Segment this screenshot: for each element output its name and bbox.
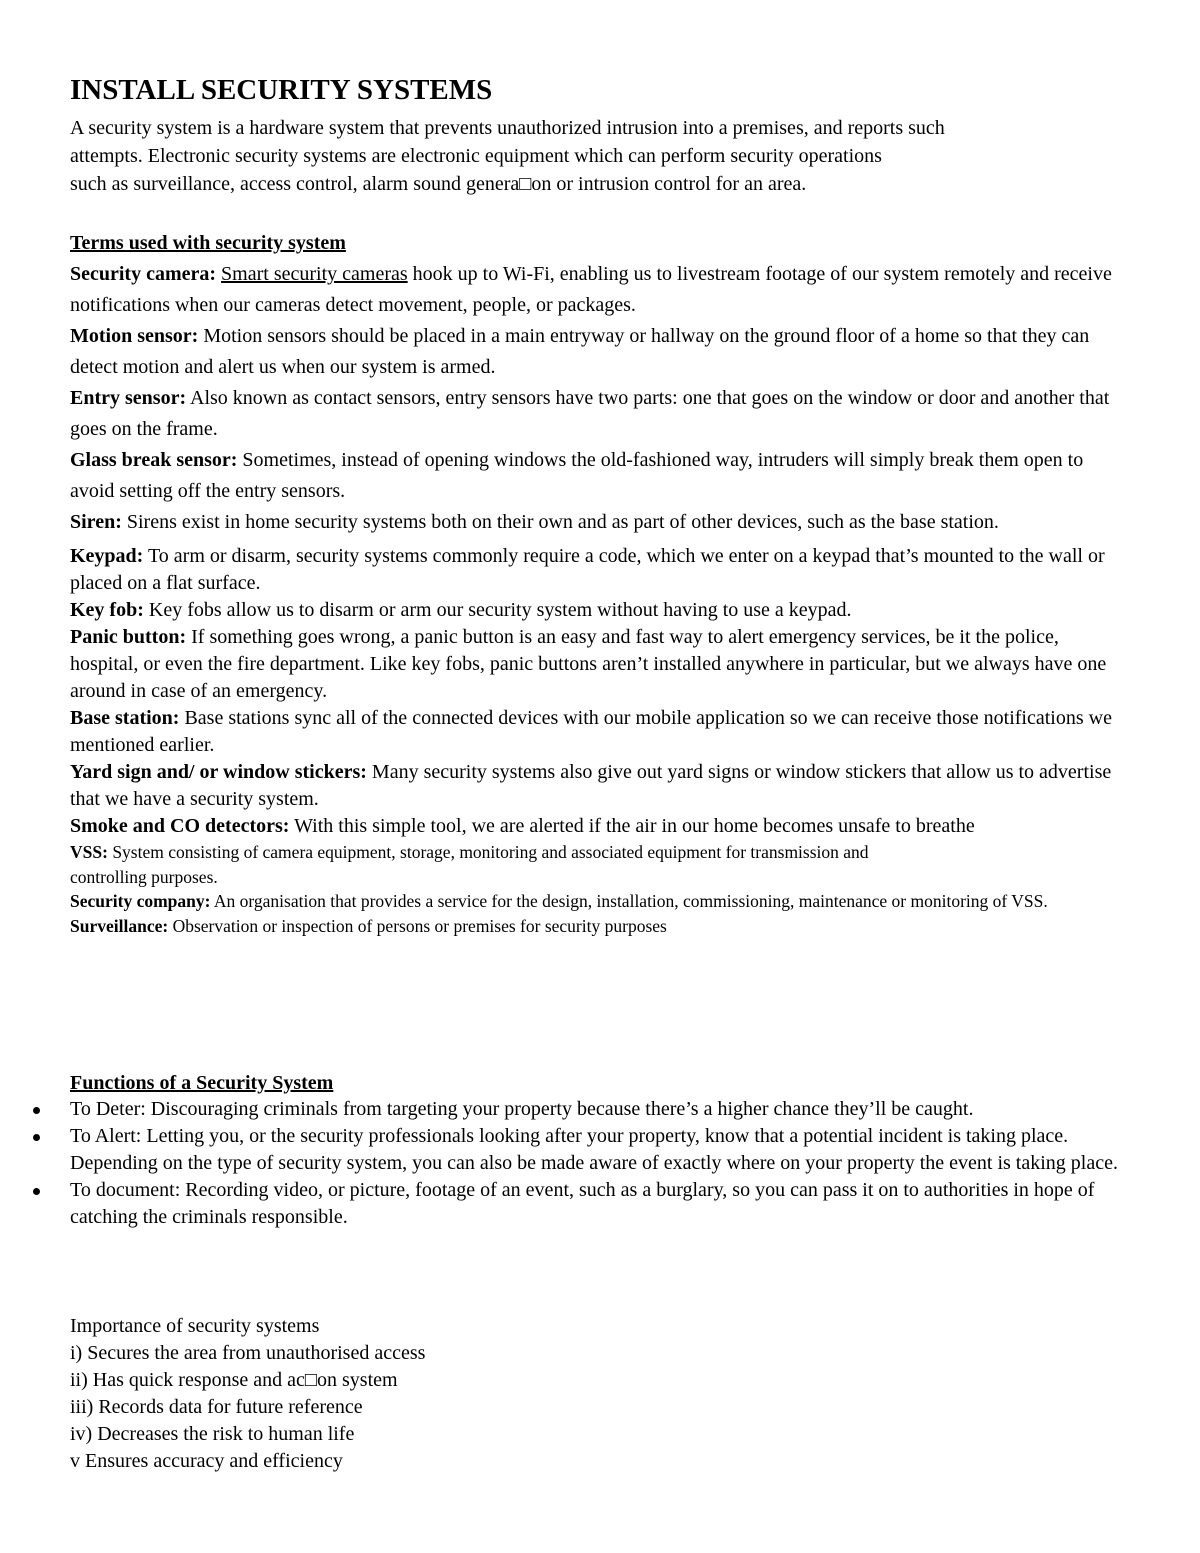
term-entry xyxy=(70,914,1130,939)
term-entry xyxy=(70,597,1130,624)
terms-list xyxy=(70,259,1130,938)
term-entry xyxy=(70,321,1130,383)
page-title: INSTALL SECURITY SYSTEMS xyxy=(70,74,493,106)
term-name: Smoke and CO detectors: xyxy=(70,815,290,837)
term-entry xyxy=(70,383,1130,445)
importance-section xyxy=(70,1313,425,1475)
term-entry xyxy=(70,543,1130,597)
term-name: Surveillance: xyxy=(70,915,169,936)
term-description: To arm or disarm, security systems commonly require a code, which we enter on a keypad that’s mounted to the wall or placed on a flat surface. xyxy=(70,545,1105,594)
term-name: Key fob: xyxy=(70,599,144,621)
term-name: Security company: xyxy=(70,891,211,911)
list-item: To document: Recording video, or picture, footage of an event, such as a burglary, so you can pass it on to authorities in hope of catching the criminals responsible. xyxy=(30,1177,1140,1231)
term-entry xyxy=(70,445,1130,507)
term-entry xyxy=(70,507,1130,538)
bullet-icon xyxy=(33,1134,40,1141)
term-description: Base stations sync all of the connected devices with our mobile application so we can receive those notifications we mentioned earlier. xyxy=(70,707,1112,756)
term-description: Sometimes, instead of opening windows the old-fashioned way, intruders will simply break them open to avoid setting off the entry sensors. xyxy=(70,449,1084,502)
term-description: If something goes wrong, a panic button is an easy and fast way to alert emergency services, be it the police, hospital, or even the fire department. Like key fobs, panic buttons aren’t installed anywhere in particular, but we always have one around in case of an emergency. xyxy=(70,626,1107,702)
bullet-icon xyxy=(33,1188,40,1195)
list-item: ii) Has quick response and ac□on system xyxy=(70,1369,398,1391)
list-item: To Alert: Letting you, or the security professionals looking after your property, know that a potential incident is taking place. Depending on the type of security system, you can also be made aware of exactly where on your property the event is taking place. xyxy=(30,1123,1140,1177)
term-entry xyxy=(70,259,1130,321)
term-description: An organisation that provides a service for the design, installation, commissioning, maintenance or monitoring of VSS. xyxy=(210,891,1048,911)
intro-paragraph xyxy=(70,114,1140,198)
term-name: Entry sensor: xyxy=(70,387,187,409)
list-item: i) Secures the area from unauthorised access xyxy=(70,1342,426,1364)
term-description: With this simple tool, we are alerted if the air in our home becomes unsafe to breathe xyxy=(289,815,975,837)
term-name: Keypad: xyxy=(70,545,144,567)
term-name: Base station: xyxy=(70,707,180,729)
smart-cameras-link[interactable]: Smart security cameras xyxy=(221,263,408,285)
functions-list xyxy=(30,1096,1140,1231)
term-name: Yard sign and/ or window stickers: xyxy=(70,761,367,783)
term-entry xyxy=(70,840,910,889)
term-entry xyxy=(70,705,1130,759)
intro-line: A security system is a hardware system that prevents unauthorized intrusion into a premises, and reports such xyxy=(70,117,945,139)
list-item: To Deter: Discouraging criminals from targeting your property because there’s a higher chance they’ll be caught. xyxy=(30,1096,1140,1123)
term-description: Many security systems also give out yard signs or window stickers that allow us to advertise that we have a security system. xyxy=(70,761,1112,810)
terms-heading: Terms used with security system xyxy=(70,232,346,254)
term-entry xyxy=(70,889,1130,914)
intro-line: attempts. Electronic security systems are electronic equipment which can perform security operations xyxy=(70,145,882,167)
term-name: Security camera: xyxy=(70,263,217,285)
term-name: Motion sensor: xyxy=(70,325,199,347)
list-item: iii) Records data for future reference xyxy=(70,1396,363,1418)
term-description: Sirens exist in home security systems both on their own and as part of other devices, such as the base station. xyxy=(121,511,999,533)
importance-heading: Importance of security systems xyxy=(70,1315,320,1337)
term-description: Key fobs allow us to disarm or arm our security system without having to use a keypad. xyxy=(143,599,852,621)
term-description: hook up to Wi-Fi, enabling us to livestream footage of our system remotely and receive notifications when our cameras detect movement, people, or packages. xyxy=(70,263,1112,316)
term-name: Glass break sensor: xyxy=(70,449,238,471)
bullet-icon xyxy=(33,1107,40,1114)
term-name: Siren: xyxy=(70,511,122,533)
list-item: iv) Decreases the risk to human life xyxy=(70,1423,355,1445)
term-entry xyxy=(70,624,1130,705)
term-name: Panic button: xyxy=(70,626,187,648)
list-item: v Ensures accuracy and efficiency xyxy=(70,1450,343,1472)
term-description: Also known as contact sensors, entry sensors have two parts: one that goes on the window or door and another that goes on the frame. xyxy=(70,387,1110,440)
term-entry xyxy=(70,759,1130,813)
term-description: Motion sensors should be placed in a main entryway or hallway on the ground floor of a home so that they can detect motion and alert us when our system is armed. xyxy=(70,325,1090,378)
term-description: Observation or inspection of persons or premises for security purposes xyxy=(168,915,667,936)
term-name: VSS: xyxy=(70,842,108,862)
intro-line: such as surveillance, access control, alarm sound genera□on or intrusion control for an area. xyxy=(70,173,807,195)
functions-heading: Functions of a Security System xyxy=(70,1072,334,1094)
term-description: System consisting of camera equipment, storage, monitoring and associated equipment for transmission and controlling purposes. xyxy=(70,842,869,887)
term-entry xyxy=(70,813,1130,840)
